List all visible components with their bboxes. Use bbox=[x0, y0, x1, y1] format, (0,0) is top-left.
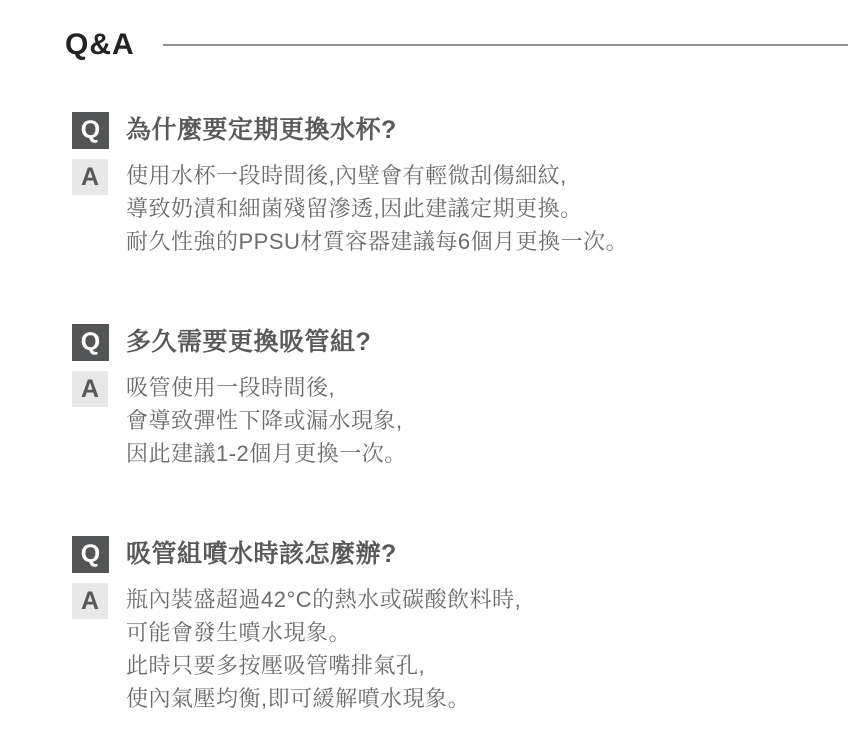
answer-line: 可能會發生噴水現象。 bbox=[126, 620, 352, 645]
question-text: 多久需要更換吸管組? bbox=[126, 328, 372, 356]
question-row bbox=[72, 324, 810, 361]
answer-row bbox=[72, 159, 810, 258]
faq-item-3 bbox=[72, 536, 810, 715]
answer-line: 吸管使用一段時間後, bbox=[126, 375, 336, 400]
answer-line: 此時只要多按壓吸管嘴排氣孔, bbox=[126, 653, 426, 678]
a-badge: A bbox=[72, 583, 108, 619]
answer-line: 會導致彈性下降或漏水現象, bbox=[126, 408, 403, 433]
answer-text bbox=[126, 159, 628, 258]
header-divider bbox=[163, 44, 848, 46]
answer-text bbox=[126, 371, 407, 470]
q-badge: Q bbox=[72, 324, 109, 361]
q-badge: Q bbox=[72, 112, 109, 149]
qa-header bbox=[65, 28, 848, 62]
answer-line: 導致奶漬和細菌殘留滲透,因此建議定期更換。 bbox=[126, 196, 583, 221]
question-text: 為什麼要定期更換水杯? bbox=[126, 116, 397, 144]
faq-item-1 bbox=[72, 112, 810, 258]
a-badge: A bbox=[72, 159, 108, 195]
question-text: 吸管組噴水時該怎麼辦? bbox=[126, 540, 397, 568]
answer-row bbox=[72, 371, 810, 470]
page-title: Q&A bbox=[65, 28, 135, 61]
answer-row bbox=[72, 583, 810, 715]
q-badge: Q bbox=[72, 536, 109, 573]
answer-line: 耐久性強的PPSU材質容器建議每6個月更換一次。 bbox=[126, 229, 629, 254]
faq-item-2 bbox=[72, 324, 810, 470]
answer-line: 瓶內裝盛超過42°C的熱水或碳酸飲料時, bbox=[126, 587, 522, 612]
faq-list bbox=[72, 112, 810, 715]
answer-line: 使用水杯一段時間後,內壁會有輕微刮傷細紋, bbox=[126, 163, 567, 188]
a-badge: A bbox=[72, 371, 108, 407]
question-row bbox=[72, 536, 810, 573]
answer-text bbox=[126, 583, 521, 715]
question-row bbox=[72, 112, 810, 149]
answer-line: 因此建議1-2個月更換一次。 bbox=[126, 441, 407, 466]
answer-line: 使內氣壓均衡,即可緩解噴水現象。 bbox=[126, 686, 471, 711]
